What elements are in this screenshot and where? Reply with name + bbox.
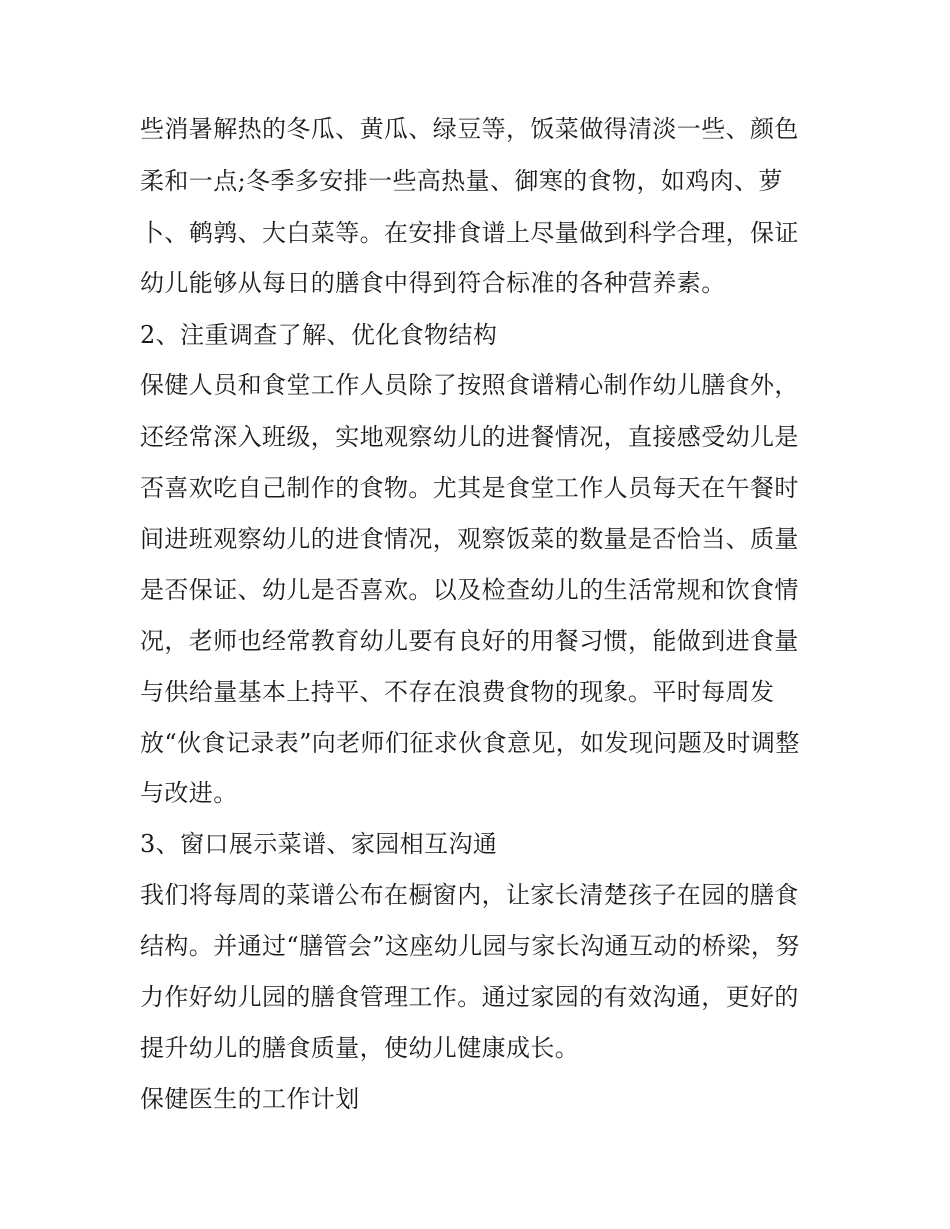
paragraph-line: 柔和一点;冬季多安排一些高热量、御寒的食物，如鸡肉、萝 (140, 167, 783, 195)
paragraph-line: 否喜欢吃自己制作的食物。尤其是食堂工作人员每天在午餐时 (140, 474, 799, 502)
paragraph-line: 放“伙食记录表”向老师们征求伙食意见，如发现问题及时调整 (140, 729, 800, 757)
paragraph-line: 提升幼儿的膳食质量，使幼儿健康成长。 (140, 1034, 580, 1062)
paragraph-line: 结构。并通过“膳管会”这座幼儿园与家长沟通互动的桥梁，努 (140, 932, 800, 960)
paragraph-line: 间进班观察幼儿的进食情况，观察饭菜的数量是否恰当、质量 (140, 525, 799, 553)
paragraph-line: 还经常深入班级，实地观察幼儿的进餐情况，直接感受幼儿是 (140, 423, 799, 451)
section-heading: 3、窗口展示菜谱、家园相互沟通 (140, 830, 498, 858)
paragraph-line: 是否保证、幼儿是否喜欢。以及检查幼儿的生活常规和饮食情 (140, 576, 799, 604)
section-heading: 保健医生的工作计划 (140, 1085, 360, 1113)
section-heading: 2、注重调查了解、优化食物结构 (140, 321, 498, 349)
paragraph-line: 幼儿能够从每日的膳食中得到符合标准的各种营养素。 (140, 269, 726, 297)
paragraph-line: 况，老师也经常教育幼儿要有良好的用餐习惯，能做到进食量 (140, 627, 799, 655)
paragraph-line: 保健人员和食堂工作人员除了按照食谱精心制作幼儿膳食外， (140, 371, 799, 399)
paragraph-line: 我们将每周的菜谱公布在橱窗内，让家长清楚孩子在园的膳食 (140, 881, 799, 909)
paragraph-line: 力作好幼儿园的膳食管理工作。通过家园的有效沟通，更好的 (140, 983, 799, 1011)
paragraph-line: 与改进。 (140, 779, 238, 807)
paragraph-line: 些消暑解热的冬瓜、黄瓜、绿豆等，饭菜做得清淡一些、颜色 (140, 115, 799, 143)
paragraph-line: 与供给量基本上持平、不存在浪费食物的现象。平时每周发 (140, 678, 775, 706)
paragraph-line: 卜、鹌鹑、大白菜等。在安排食谱上尽量做到科学合理，保证 (140, 219, 799, 247)
